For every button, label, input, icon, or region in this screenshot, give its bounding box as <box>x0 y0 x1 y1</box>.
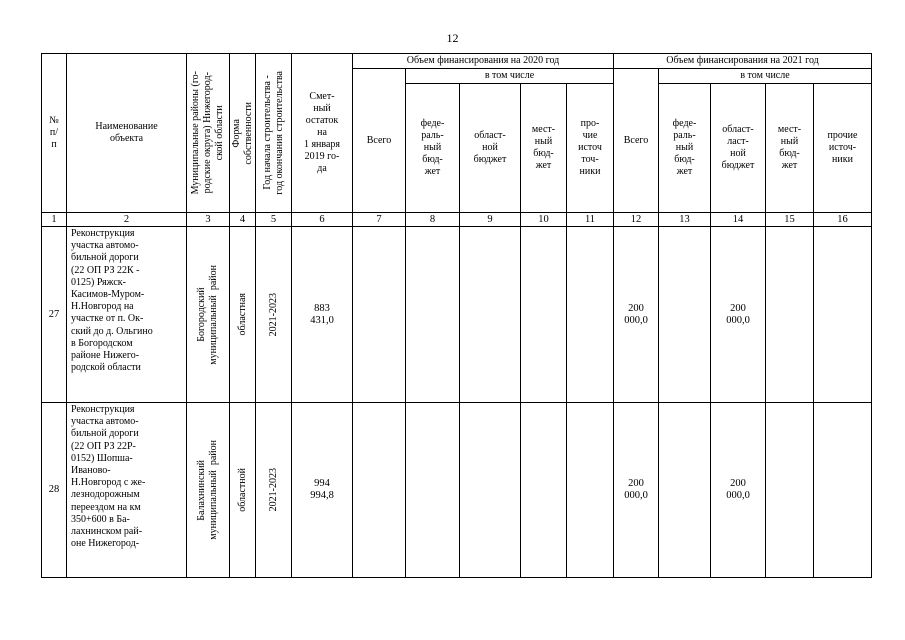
district-cell <box>187 403 230 578</box>
header-group-2021: Объем финансирования на 2021 год <box>614 54 872 69</box>
column-number: 14 <box>711 213 766 227</box>
years-cell <box>256 227 292 403</box>
total-2021-cell: 200 000,0 <box>614 403 659 578</box>
empty-cell <box>766 403 814 578</box>
header-balance: Смет- ный остаток на 1 января 2019 го- да <box>292 54 353 213</box>
row-number: 28 <box>42 403 67 578</box>
column-number: 10 <box>521 213 567 227</box>
empty-cell <box>460 227 521 403</box>
column-number: 11 <box>567 213 614 227</box>
ownership-cell <box>230 227 256 403</box>
empty-cell <box>659 403 711 578</box>
empty-cell <box>659 227 711 403</box>
column-number: 12 <box>614 213 659 227</box>
header-years <box>256 54 292 213</box>
header-district <box>187 54 230 213</box>
column-number: 4 <box>230 213 256 227</box>
column-number: 1 <box>42 213 67 227</box>
empty-cell <box>460 403 521 578</box>
empty-cell <box>521 403 567 578</box>
years-text: 2021-2023 <box>267 292 279 337</box>
ownership-text: областной <box>236 468 248 512</box>
page-number: 12 <box>446 31 459 45</box>
table-row <box>42 227 872 403</box>
years-cell <box>256 403 292 578</box>
header-no: № п/ п <box>42 54 67 213</box>
total-2021-cell: 200 000,0 <box>614 227 659 403</box>
empty-cell <box>353 227 406 403</box>
column-number: 16 <box>814 213 872 227</box>
table-row <box>42 403 872 578</box>
balance-cell: 883 431,0 <box>292 227 353 403</box>
header-ownership-text: Форма собственности <box>230 101 254 165</box>
column-number: 6 <box>292 213 353 227</box>
header-other-2021: прочие источ- ники <box>814 84 872 213</box>
header-ownership <box>230 54 256 213</box>
empty-cell <box>567 227 614 403</box>
header-group-2020: Объем финансирования на 2020 год <box>353 54 614 69</box>
header-total-2021: Всего <box>614 69 659 213</box>
object-name: Реконструкция участка автомо- бильной дороги (22 ОП РЗ 22Р- 0152) Шопша- Иваново- Н.Новгород с же- лезнодорожным переездом на км 350+600 в Ба- лахнинском рай- оне Нижегород- <box>67 403 187 578</box>
empty-cell <box>814 227 872 403</box>
regional-2021-cell: 200 000,0 <box>711 403 766 578</box>
empty-cell <box>766 227 814 403</box>
header-including-2021: в том числе <box>659 69 872 84</box>
financing-table <box>41 53 872 578</box>
header-regional-2021: област- ласт- ной бюджет <box>711 84 766 213</box>
header-row-1 <box>42 54 872 69</box>
empty-cell <box>353 403 406 578</box>
column-number: 7 <box>353 213 406 227</box>
header-years-text: Год начала строительства - год окончания строительства <box>261 71 285 195</box>
ownership-cell <box>230 403 256 578</box>
column-number: 8 <box>406 213 460 227</box>
years-text: 2021-2023 <box>267 468 279 512</box>
header-local-2020: мест- ный бюд- жет <box>521 84 567 213</box>
header-regional-2020: област- ной бюджет <box>460 84 521 213</box>
header-name: Наименование объекта <box>67 54 187 213</box>
column-number: 15 <box>766 213 814 227</box>
balance-cell: 994 994,8 <box>292 403 353 578</box>
empty-cell <box>406 403 460 578</box>
empty-cell <box>406 227 460 403</box>
header-other-2020: про- чие источ точ- ники <box>567 84 614 213</box>
header-including-2020: в том числе <box>406 69 614 84</box>
header-federal-2020: феде- раль- ный бюд- жет <box>406 84 460 213</box>
header-local-2021: мест- ный бюд- жет <box>766 84 814 213</box>
ownership-text: областная <box>236 293 248 336</box>
object-name: Реконструкция участка автомо- бильной дороги (22 ОП РЗ 22К - 0125) Ряжск- Касимов-Муром- Н.Новгород на участке от п. Ок- ский до д. Ольгино в Богородском районе Нижего- родской области <box>67 227 187 403</box>
column-number: 5 <box>256 213 292 227</box>
column-number-row <box>42 213 872 227</box>
column-number: 2 <box>67 213 187 227</box>
header-district-text: Муниципальные районы (го- родские округа) Нижегород- ской области <box>190 71 225 195</box>
column-number: 9 <box>460 213 521 227</box>
regional-2021-cell: 200 000,0 <box>711 227 766 403</box>
header-federal-2021: феде- раль- ный бюд- жет <box>659 84 711 213</box>
empty-cell <box>567 403 614 578</box>
header-total-2020: Всего <box>353 69 406 213</box>
district-cell <box>187 227 230 403</box>
empty-cell <box>521 227 567 403</box>
district-text: Богородский муниципальный район <box>196 264 219 365</box>
row-number: 27 <box>42 227 67 403</box>
empty-cell <box>814 403 872 578</box>
column-number: 13 <box>659 213 711 227</box>
column-number: 3 <box>187 213 230 227</box>
district-text: Балахнинский муниципальный район <box>196 440 219 540</box>
